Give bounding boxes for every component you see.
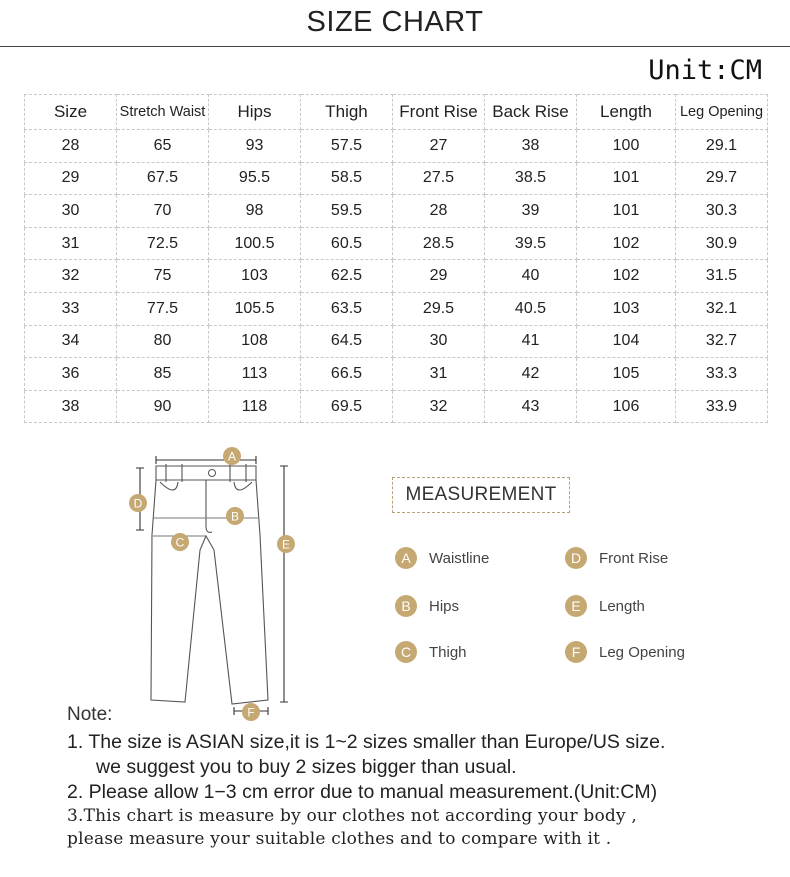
table-header-row bbox=[25, 95, 768, 130]
table-cell: 29.1 bbox=[676, 130, 768, 163]
svg-text:A: A bbox=[227, 449, 237, 464]
header-back-rise: Back Rise bbox=[485, 95, 577, 130]
table-row bbox=[25, 325, 768, 358]
table-cell: 34 bbox=[25, 325, 117, 358]
table-cell: 106 bbox=[577, 390, 676, 423]
table-cell: 108 bbox=[209, 325, 301, 358]
header-stretch-waist: Stretch Waist bbox=[117, 95, 209, 130]
table-cell: 41 bbox=[485, 325, 577, 358]
table-cell: 40 bbox=[485, 260, 577, 293]
table-cell: 85 bbox=[117, 358, 209, 391]
table-cell: 32 bbox=[393, 390, 485, 423]
waistband-outline bbox=[156, 466, 256, 480]
legend-label: Thigh bbox=[429, 643, 467, 661]
table-cell: 36 bbox=[25, 358, 117, 391]
diagram-badge-d bbox=[129, 494, 147, 512]
legend-thigh bbox=[395, 641, 467, 663]
unit-label: Unit:CM bbox=[648, 55, 762, 86]
table-cell: 31.5 bbox=[676, 260, 768, 293]
table-cell: 105 bbox=[577, 358, 676, 391]
table-cell: 29.5 bbox=[393, 292, 485, 325]
notes-section bbox=[67, 704, 767, 851]
legend-badge: B bbox=[395, 595, 417, 617]
table-cell: 64.5 bbox=[301, 325, 393, 358]
table-row bbox=[25, 162, 768, 195]
table-cell: 29 bbox=[393, 260, 485, 293]
table-cell: 65 bbox=[117, 130, 209, 163]
table-cell: 102 bbox=[577, 260, 676, 293]
table-cell: 100.5 bbox=[209, 227, 301, 260]
notes-heading: Note: bbox=[67, 704, 113, 725]
diagram-badge-c bbox=[171, 533, 189, 551]
header-length: Length bbox=[577, 95, 676, 130]
table-cell: 30 bbox=[393, 325, 485, 358]
right-pocket bbox=[234, 482, 252, 490]
table-cell: 104 bbox=[577, 325, 676, 358]
page-title: SIZE CHART bbox=[306, 6, 484, 38]
svg-text:D: D bbox=[133, 496, 143, 511]
diagram-badge-e bbox=[277, 535, 295, 553]
table-cell: 28 bbox=[25, 130, 117, 163]
table-cell: 31 bbox=[25, 227, 117, 260]
table-cell: 69.5 bbox=[301, 390, 393, 423]
table-row bbox=[25, 130, 768, 163]
table-cell: 30 bbox=[25, 195, 117, 228]
legend-length bbox=[565, 595, 645, 617]
table-cell: 27 bbox=[393, 130, 485, 163]
header-size: Size bbox=[25, 95, 117, 130]
table-cell: 80 bbox=[117, 325, 209, 358]
table-cell: 43 bbox=[485, 390, 577, 423]
table-cell: 30.3 bbox=[676, 195, 768, 228]
table-cell: 39.5 bbox=[485, 227, 577, 260]
table-cell: 77.5 bbox=[117, 292, 209, 325]
table-cell: 32.7 bbox=[676, 325, 768, 358]
table-cell: 33.9 bbox=[676, 390, 768, 423]
table-cell: 29.7 bbox=[676, 162, 768, 195]
table-cell: 100 bbox=[577, 130, 676, 163]
table-cell: 95.5 bbox=[209, 162, 301, 195]
table-cell: 28 bbox=[393, 195, 485, 228]
note-3-continued: please measure your suitable clothes and to compare with it . bbox=[67, 829, 612, 849]
table-cell: 98 bbox=[209, 195, 301, 228]
diagram-badge-b bbox=[226, 507, 244, 525]
svg-text:C: C bbox=[175, 535, 185, 550]
table-cell: 63.5 bbox=[301, 292, 393, 325]
note-3: 3.This chart is measure by our clothes not according your body , bbox=[67, 806, 637, 826]
note-1: 1. The size is ASIAN size,it is 1~2 sizes smaller than Europe/US size. bbox=[67, 731, 666, 753]
header-hips: Hips bbox=[209, 95, 301, 130]
table-cell: 32 bbox=[25, 260, 117, 293]
table-cell: 90 bbox=[117, 390, 209, 423]
table-cell: 30.9 bbox=[676, 227, 768, 260]
note-1-continued: we suggest you to buy 2 sizes bigger than usual. bbox=[96, 756, 517, 778]
legend-badge: D bbox=[565, 547, 587, 569]
legend-label: Leg Opening bbox=[599, 643, 685, 661]
table-cell: 27.5 bbox=[393, 162, 485, 195]
button-icon bbox=[209, 470, 216, 477]
table-cell: 103 bbox=[577, 292, 676, 325]
table-cell: 59.5 bbox=[301, 195, 393, 228]
header-thigh: Thigh bbox=[301, 95, 393, 130]
legend-badge: F bbox=[565, 641, 587, 663]
pants-outline bbox=[151, 480, 268, 704]
table-cell: 70 bbox=[117, 195, 209, 228]
svg-text:E: E bbox=[281, 537, 291, 552]
table-cell: 33.3 bbox=[676, 358, 768, 391]
table-cell: 102 bbox=[577, 227, 676, 260]
table-cell: 39 bbox=[485, 195, 577, 228]
table-cell: 31 bbox=[393, 358, 485, 391]
header-leg-opening: Leg Opening bbox=[676, 95, 768, 130]
table-row bbox=[25, 292, 768, 325]
svg-text:F: F bbox=[247, 705, 255, 720]
table-cell: 105.5 bbox=[209, 292, 301, 325]
legend-badge: E bbox=[565, 595, 587, 617]
table-cell: 29 bbox=[25, 162, 117, 195]
legend-label: Hips bbox=[429, 597, 460, 615]
fly-seam bbox=[206, 480, 212, 532]
table-cell: 42 bbox=[485, 358, 577, 391]
table-cell: 101 bbox=[577, 195, 676, 228]
table-cell: 60.5 bbox=[301, 227, 393, 260]
legend-hips bbox=[395, 595, 459, 617]
legend-label: Length bbox=[599, 597, 645, 615]
legend-badge: C bbox=[395, 641, 417, 663]
table-cell: 113 bbox=[209, 358, 301, 391]
table-cell: 33 bbox=[25, 292, 117, 325]
table-cell: 58.5 bbox=[301, 162, 393, 195]
table-cell: 32.1 bbox=[676, 292, 768, 325]
table-cell: 72.5 bbox=[117, 227, 209, 260]
table-cell: 38 bbox=[25, 390, 117, 423]
table-cell: 93 bbox=[209, 130, 301, 163]
size-table bbox=[24, 94, 768, 423]
legend-badge: A bbox=[395, 547, 417, 569]
table-cell: 40.5 bbox=[485, 292, 577, 325]
table-row bbox=[25, 195, 768, 228]
table-row bbox=[25, 227, 768, 260]
table-cell: 103 bbox=[209, 260, 301, 293]
table-row bbox=[25, 260, 768, 293]
table-cell: 57.5 bbox=[301, 130, 393, 163]
table-cell: 38 bbox=[485, 130, 577, 163]
table-cell: 28.5 bbox=[393, 227, 485, 260]
measurement-title: MEASUREMENT bbox=[392, 477, 570, 513]
table-row bbox=[25, 358, 768, 391]
header-front-rise: Front Rise bbox=[393, 95, 485, 130]
left-pocket bbox=[160, 482, 178, 490]
table-cell: 66.5 bbox=[301, 358, 393, 391]
svg-text:B: B bbox=[230, 509, 240, 524]
table-cell: 118 bbox=[209, 390, 301, 423]
legend-label: Front Rise bbox=[599, 549, 669, 567]
belt-loops bbox=[166, 464, 246, 482]
pants-diagram bbox=[120, 440, 320, 725]
table-cell: 67.5 bbox=[117, 162, 209, 195]
table-cell: 62.5 bbox=[301, 260, 393, 293]
table-cell: 101 bbox=[577, 162, 676, 195]
diagram-badge-a bbox=[223, 447, 241, 465]
title-divider bbox=[0, 46, 790, 47]
legend-front-rise bbox=[565, 547, 668, 569]
legend-waistline bbox=[395, 547, 489, 569]
legend-label: Waistline bbox=[429, 549, 490, 567]
table-cell: 75 bbox=[117, 260, 209, 293]
note-2: 2. Please allow 1−3 cm error due to manual measurement.(Unit:CM) bbox=[67, 781, 658, 803]
table-cell: 38.5 bbox=[485, 162, 577, 195]
table-row bbox=[25, 390, 768, 423]
legend-leg-opening bbox=[565, 641, 685, 663]
